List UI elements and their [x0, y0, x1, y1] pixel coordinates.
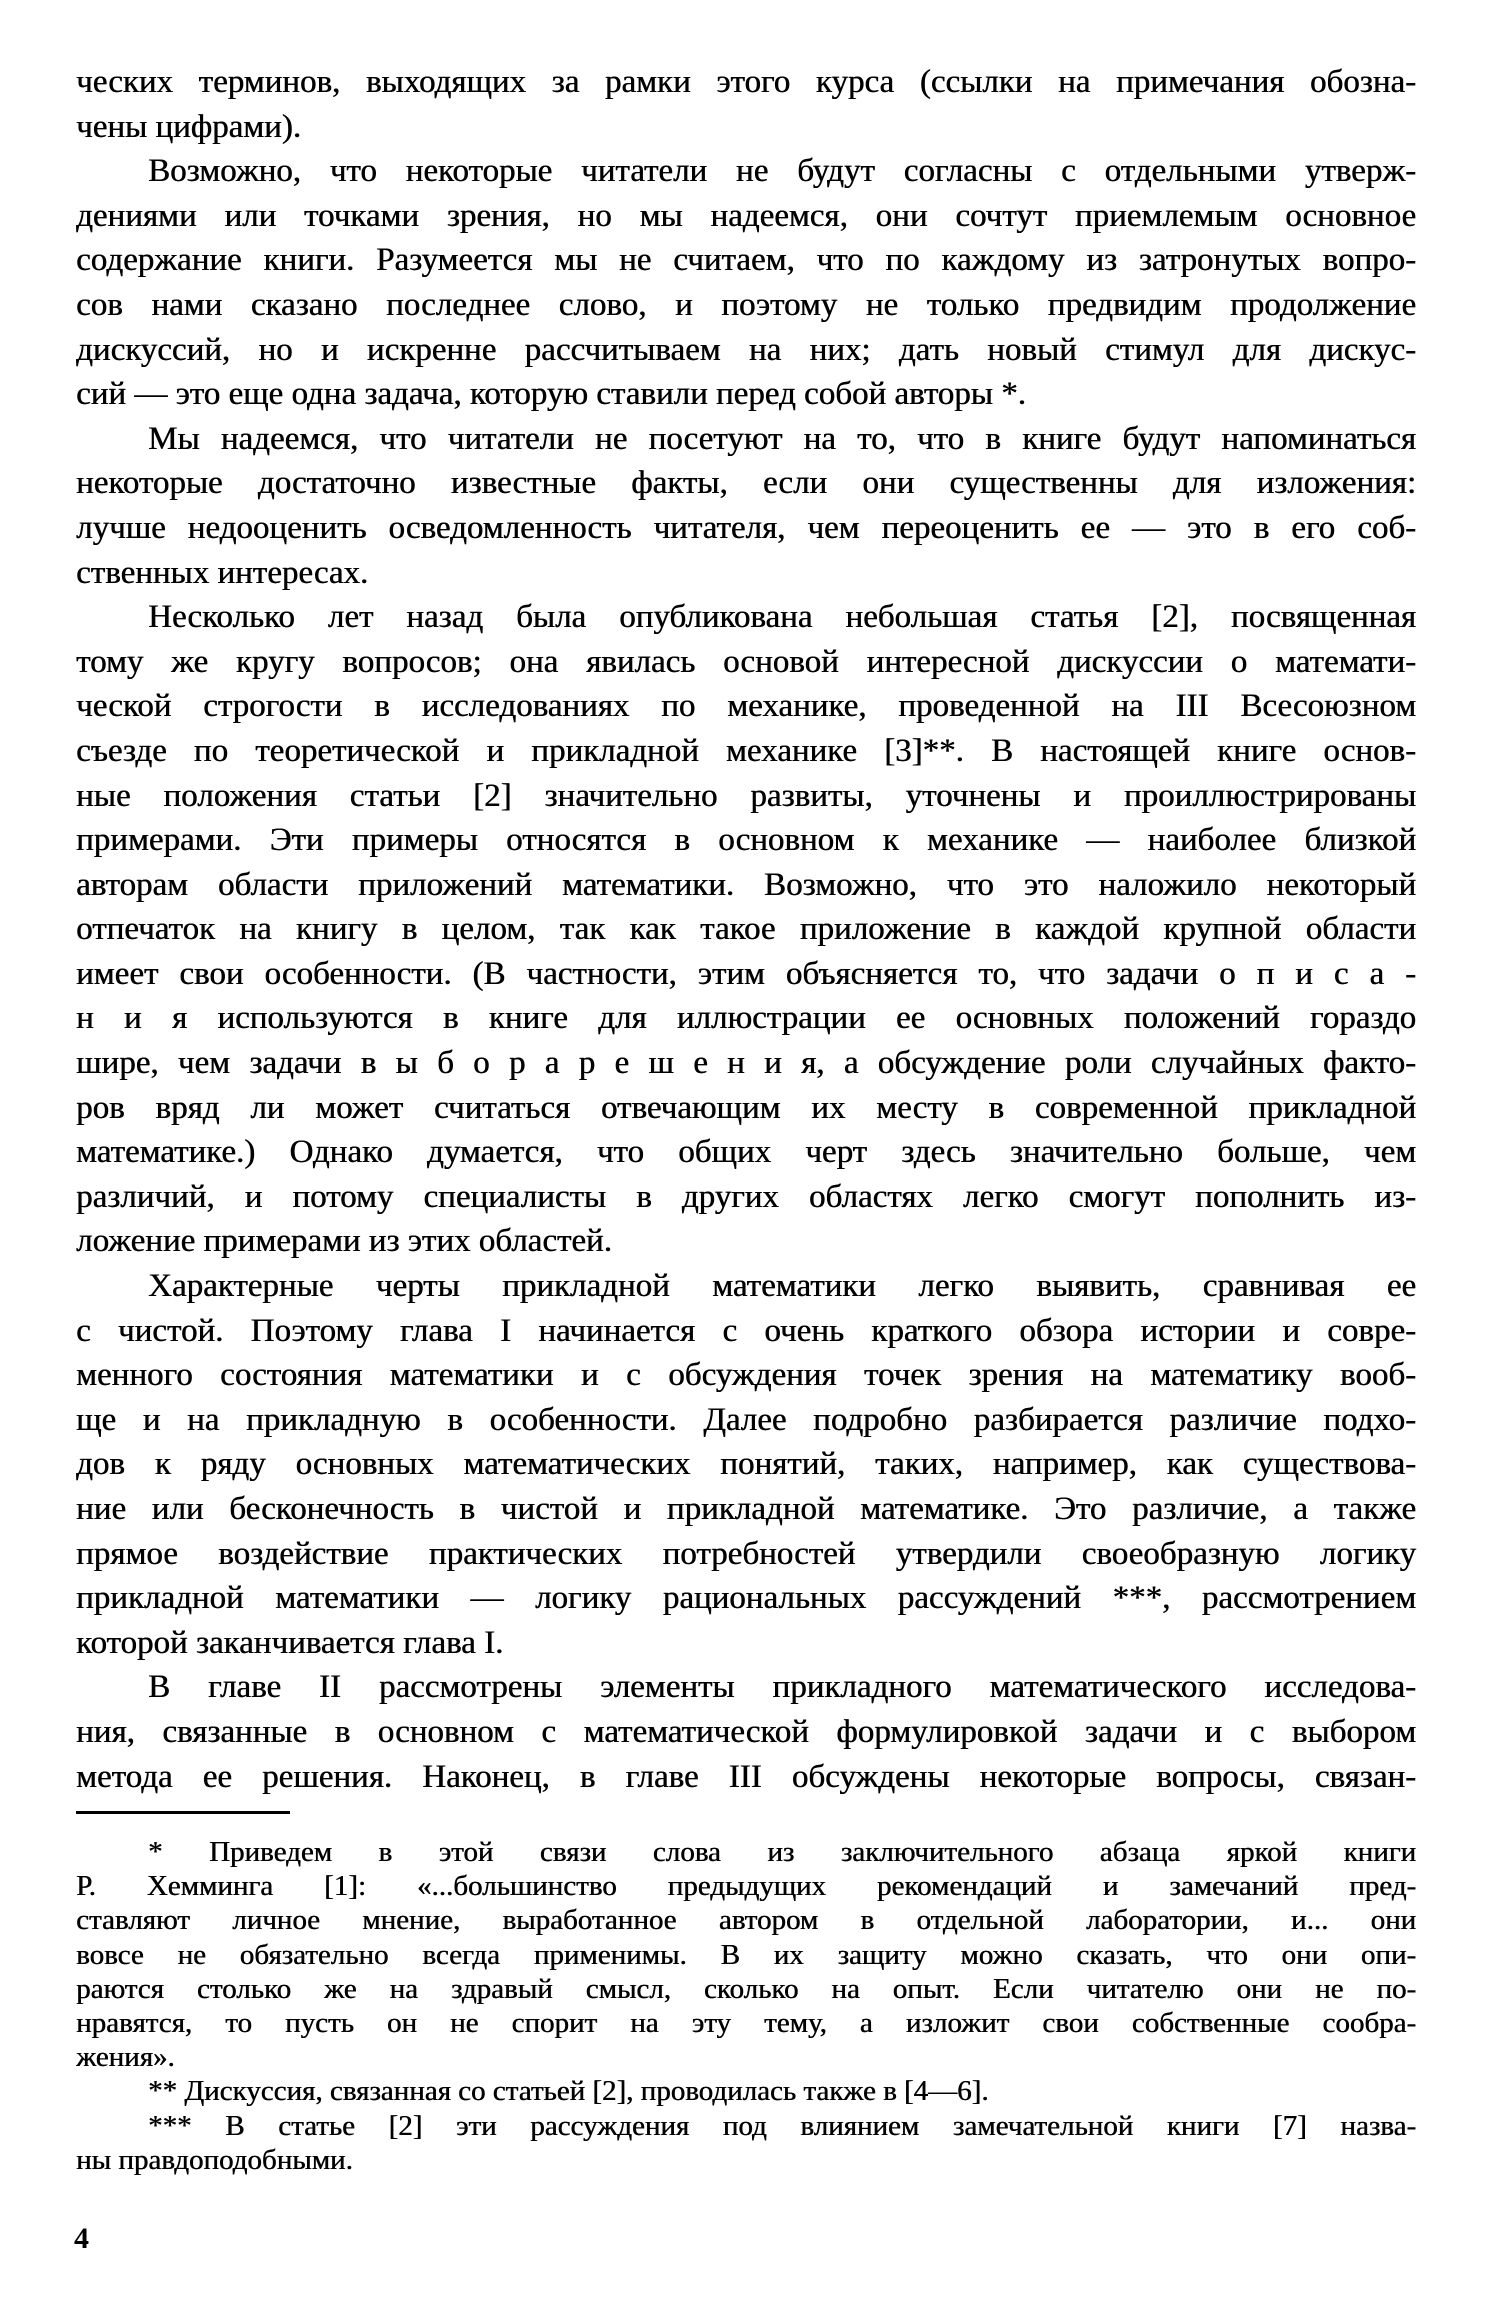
- text-line: ще и на прикладную в особенности. Далее подробно разбирается различие подхо-: [76, 1401, 1416, 1438]
- text-line: жения».: [76, 2041, 175, 2074]
- text-line: содержание книги. Разумеется мы не считаем, что по каждому из затронутых вопро-: [76, 242, 1416, 279]
- text-line: метода ее решения. Наконец, в главе III обсуждены некоторые вопросы, связан-: [76, 1758, 1416, 1795]
- text-line: математике.) Однако думается, что общих черт здесь значительно больше, чем: [76, 1134, 1416, 1171]
- text-line: Возможно, что некоторые читатели не будут согласны с отдельными утверж-: [148, 153, 1416, 190]
- paragraph: [76, 417, 1416, 595]
- text-line: сов нами сказано последнее слово, и поэтому не только предвидим продолжение: [76, 286, 1416, 323]
- paragraph: [76, 149, 1416, 417]
- text-line: тому же кругу вопросов; она явилась основой интересной дискуссии о математи-: [76, 643, 1416, 680]
- text-line: ставляют личное мнение, выработанное автором в отдельной лаборатории, и... они: [76, 1904, 1416, 1937]
- text-line: нравятся, то пусть он не спорит на эту тему, а изложит свои собственные сообра-: [76, 2006, 1416, 2039]
- text-line: н и я используются в книге для иллюстрации ее основных положений гораздо: [76, 1000, 1416, 1037]
- text-line: ложение примерами из этих областей.: [76, 1223, 612, 1260]
- text-line: В главе II рассмотрены элементы прикладного математического исследова-: [148, 1669, 1416, 1706]
- text-line: дискуссий, но и искренне рассчитываем на них; дать новый стимул для дискус-: [76, 331, 1416, 368]
- text-line: ческой строгости в исследованиях по механике, проведенной на III Всесоюзном: [76, 688, 1416, 725]
- text-line: прикладной математики — логику рациональных рассуждений ***, рассмотрением: [76, 1580, 1416, 1617]
- text-line: с чистой. Поэтому глава I начинается с очень краткого обзора истории и совре-: [76, 1312, 1416, 1349]
- text-line: примерами. Эти примеры относятся в основном к механике — наиболее близкой: [76, 822, 1416, 859]
- text-line: *** В статье [2] эти рассуждения под влиянием замечательной книги [7] назва-: [148, 2109, 1416, 2142]
- text-line: ны правдоподобными.: [76, 2143, 353, 2176]
- text-line: различий, и потому специалисты в других областях легко смогут пополнить из-: [76, 1178, 1416, 1215]
- page-number: 4: [74, 2222, 89, 2255]
- paragraph: [76, 60, 1416, 149]
- text-line: вовсе не обязательно всегда применимы. В их защиту можно сказать, что они опи-: [76, 1938, 1416, 1971]
- footnotes: [76, 1835, 1416, 2177]
- footnote: [76, 1835, 1416, 2074]
- text-line: которой заканчивается глава I.: [76, 1624, 504, 1661]
- text-line: * Приведем в этой связи слова из заключительного абзаца яркой книги: [148, 1836, 1416, 1868]
- text-line: дениями или точками зрения, но мы надеемся, они сочтут приемлемым основное: [76, 197, 1416, 234]
- main-text: [76, 60, 1416, 1799]
- text-line: ственных интересах.: [76, 554, 369, 591]
- text-line: ** Дискуссия, связанная со статьей [2], проводилась также в [4—6].: [148, 2075, 989, 2108]
- text-line: лучше недооценить осведомленность читателя, чем переоценить ее — это в его соб-: [76, 509, 1416, 546]
- footnote-separator: [76, 1811, 290, 1814]
- text-line: прямое воздействие практических потребностей утвердили своеобразную логику: [76, 1535, 1416, 1572]
- text-line: съезде по теоретической и прикладной механике [3]**. В настоящей книге основ-: [76, 732, 1416, 769]
- text-line: менного состояния математики и с обсуждения точек зрения на математику вооб-: [76, 1357, 1416, 1394]
- text-line: ров вряд ли может считаться отвечающим их месту в современной прикладной: [76, 1089, 1416, 1126]
- text-line: Мы надеемся, что читатели не посетуют на то, что в книге будут напоминаться: [148, 420, 1416, 457]
- footnote: [76, 2109, 1416, 2177]
- text-line: ные положения статьи [2] значительно развиты, уточнены и проиллюстрированы: [76, 777, 1416, 814]
- text-line: ческих терминов, выходящих за рамки этого курса (ссылки на примечания обозна-: [76, 64, 1416, 100]
- text-line: шире, чем задачи в ы б о р а р е ш е н и я, а обсуждение роли случайных факто-: [76, 1045, 1416, 1082]
- text-line: дов к ряду основных математических понятий, таких, например, как существова-: [76, 1446, 1416, 1483]
- text-line: имеет свои особенности. (В частности, этим объясняется то, что задачи о п и с а -: [76, 955, 1416, 992]
- paragraph: [76, 1665, 1416, 1799]
- text-line: чены цифрами).: [76, 108, 301, 145]
- footnote: [76, 2074, 1416, 2108]
- text-line: Несколько лет назад была опубликована небольшая статья [2], посвященная: [148, 599, 1416, 636]
- text-line: ния, связанные в основном с математической формулировкой задачи и с выбором: [76, 1713, 1416, 1750]
- text-line: сий — это еще одна задача, которую ставили перед собой авторы *.: [76, 376, 1026, 413]
- text-line: раются столько же на здравый смысл, сколько на опыт. Если читателю они не по-: [76, 1972, 1416, 2005]
- paragraph: [76, 1264, 1416, 1665]
- text-line: отпечаток на книгу в целом, так как такое приложение в каждой крупной области: [76, 911, 1416, 948]
- text-line: Характерные черты прикладной математики легко выявить, сравнивая ее: [148, 1268, 1416, 1305]
- text-line: авторам области приложений математики. Возможно, что это наложило некоторый: [76, 866, 1416, 903]
- text-line: Р. Хемминга [1]: «...большинство предыдущих рекомендаций и замечаний пред-: [76, 1870, 1416, 1903]
- text-line: ние или бесконечность в чистой и прикладной математике. Это различие, а также: [76, 1491, 1416, 1527]
- text-line: некоторые достаточно известные факты, если они существенны для изложения:: [76, 465, 1416, 502]
- paragraph: [76, 595, 1416, 1264]
